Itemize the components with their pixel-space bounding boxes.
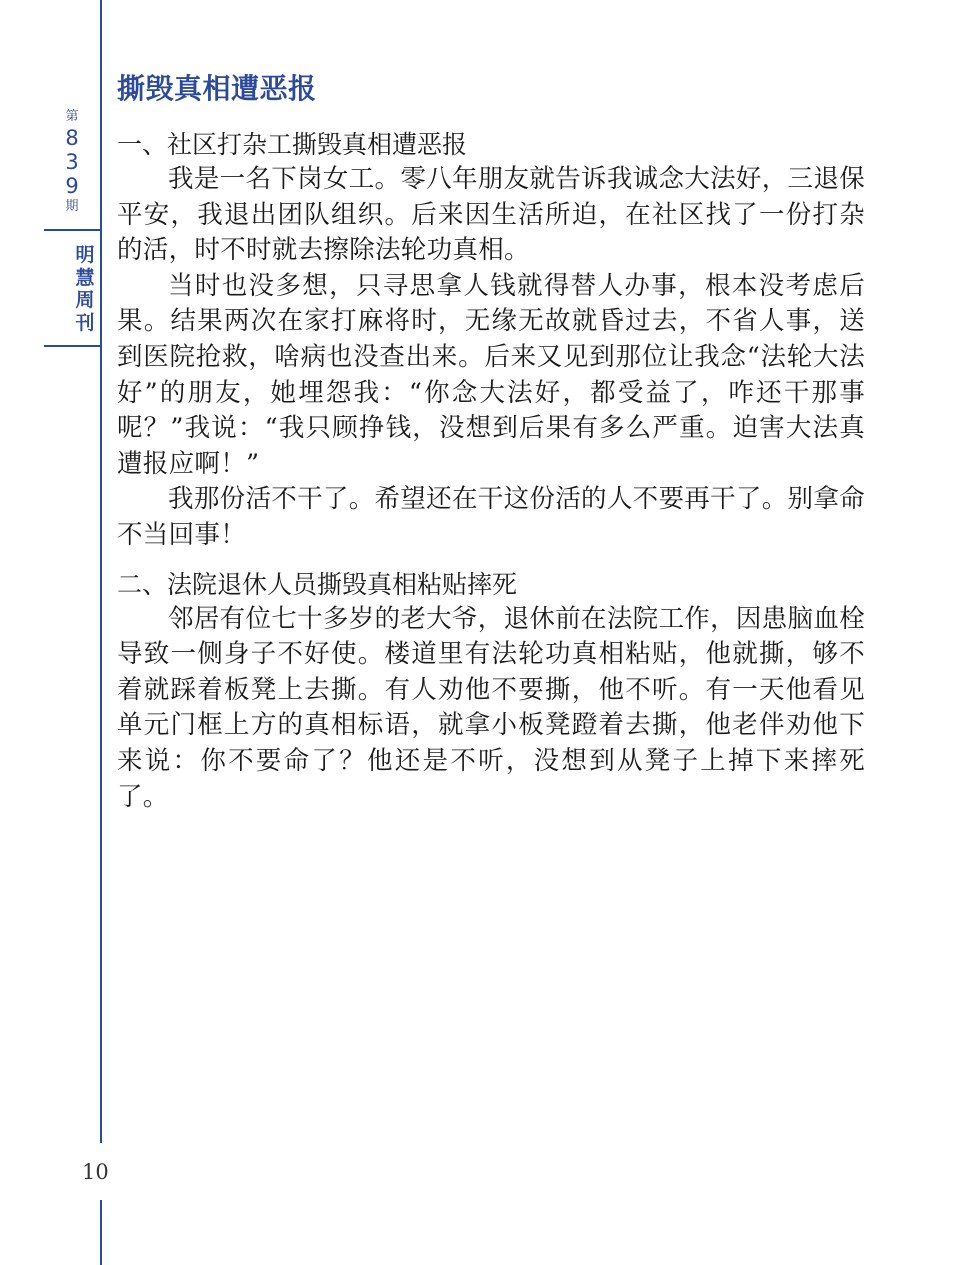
- article: [117, 64, 865, 815]
- issue-number-block: [44, 108, 100, 216]
- publication-name-char: 慧: [75, 266, 95, 289]
- sidebar-divider-top: [44, 229, 100, 231]
- paragraph: 我那份活不干了。希望还在干这份活的人不要再干了。别拿命不当回事！: [117, 484, 865, 550]
- issue-prefix: 第: [65, 109, 79, 124]
- paragraph: 我是一名下岗女工。零八年朋友就告诉我诚念大法好，三退保平安，我退出团队组织。后来因生活所迫，在社区找了一份打杂的活，时不时就去擦除法轮功真相。: [117, 164, 865, 266]
- sidebar-divider-bottom: [44, 345, 100, 347]
- paragraph: 当时也没多想，只寻思拿人钱就得替人办事，根本没考虑后果。结果两次在家打麻将时，无缘无故就昏过去，不省人事，送到医院抢救，啥病也没查出来。后来又见到那位让我念“法轮大法好”的朋友，她埋怨我：“你念大法好，都受益了，咋还干那事呢？”我说：“我只顾挣钱，没想到后果有多么严重。迫害大法真遭报应啊！”: [117, 270, 865, 479]
- issue-digit: 9: [65, 174, 79, 198]
- margin-rule-top: [100, 0, 102, 1143]
- paragraph: 邻居有位七十多岁的老大爷，退休前在法院工作，因患脑血栓导致一侧身子不好使。楼道里有法轮功真相粘贴，他就撕，够不着就踩着板凳上去撕。有人劝他不要撕，他不听。有一天他看见单元门框上方的真相标语，就拿小板凳蹬着去撕，他老伴劝他下来说：你不要命了？他还是不听，没想到从凳子上掉下来摔死了。: [117, 603, 865, 812]
- publication-name-char: 刊: [75, 311, 95, 334]
- publication-name-char: 明: [75, 244, 95, 266]
- page-number: 10: [82, 1160, 109, 1184]
- article-section: [117, 128, 865, 554]
- publication-name-char: 周: [75, 289, 95, 311]
- issue-digit: 8: [65, 126, 79, 150]
- issue-suffix: 期: [65, 199, 79, 214]
- article-section: [117, 568, 865, 816]
- section-heading: 一、社区打杂工撕毁真相遭恶报: [117, 130, 468, 159]
- issue-digit: 3: [65, 150, 79, 174]
- article-title: 撕毁真相遭恶报: [117, 72, 317, 105]
- section-heading: 二、法院退休人员撕毁真相粘贴摔死: [117, 569, 518, 599]
- publication-name: [44, 244, 126, 334]
- margin-rule-bottom: [100, 1200, 102, 1265]
